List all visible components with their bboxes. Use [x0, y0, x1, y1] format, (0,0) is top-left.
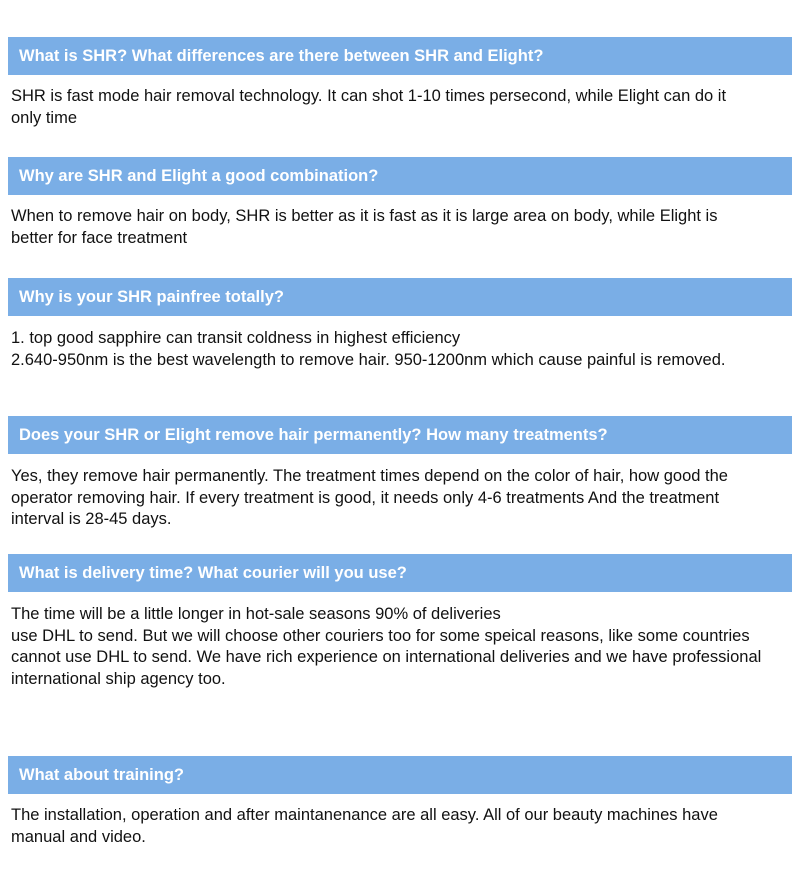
faq-question-4: Does your SHR or Elight remove hair permanently? How many treatments?	[8, 416, 792, 454]
answer-line: Yes, they remove hair permanently. The treatment times depend on the color of hair, how good the	[11, 467, 728, 485]
answer-line: SHR is fast mode hair removal technology. It can shot 1-10 times persecond, while Elight can do it	[11, 87, 727, 105]
faq-answer-5	[11, 604, 797, 690]
answer-line: international ship agency too.	[11, 669, 226, 688]
answer-line: When to remove hair on body, SHR is better as it is fast as it is large area on body, while Elight is	[11, 207, 718, 225]
faq-answer-1	[11, 86, 797, 129]
answer-line: better for face treatment	[11, 228, 188, 247]
answer-line: operator removing hair. If every treatment is good, it needs only 4-6 treatments And the treatment	[11, 488, 720, 507]
answer-line: 2.640-950nm is the best wavelength to remove hair. 950-1200nm which cause painful is removed.	[11, 350, 726, 369]
answer-line: only time	[11, 108, 78, 127]
faq-question-2: Why are SHR and Elight a good combination?	[8, 157, 792, 195]
faq-answer-6	[11, 805, 797, 848]
faq-answer-2	[11, 206, 797, 249]
answer-line: The installation, operation and after maintanenance are all easy. All of our beauty machines have	[11, 806, 718, 824]
faq-question-5: What is delivery time? What courier will you use?	[8, 554, 792, 592]
answer-line: manual and video.	[11, 827, 146, 846]
answer-line: interval is 28-45 days.	[11, 510, 172, 528]
faq-question-3: Why is your SHR painfree totally?	[8, 278, 792, 316]
faq-answer-3	[11, 328, 797, 371]
faq-question-6: What about training?	[8, 756, 792, 794]
faq-question-1: What is SHR? What differences are there between SHR and Elight?	[8, 37, 792, 75]
answer-line: The time will be a little longer in hot-sale seasons 90% of deliveries	[11, 605, 501, 623]
faq-answer-4	[11, 466, 797, 531]
answer-line: cannot use DHL to send. We have rich experience on international deliveries and we have professional	[11, 648, 762, 666]
answer-line: 1. top good sapphire can transit coldness in highest efficiency	[11, 329, 461, 347]
answer-line: use DHL to send. But we will choose other couriers too for some speical reasons, like some countries	[11, 626, 750, 645]
